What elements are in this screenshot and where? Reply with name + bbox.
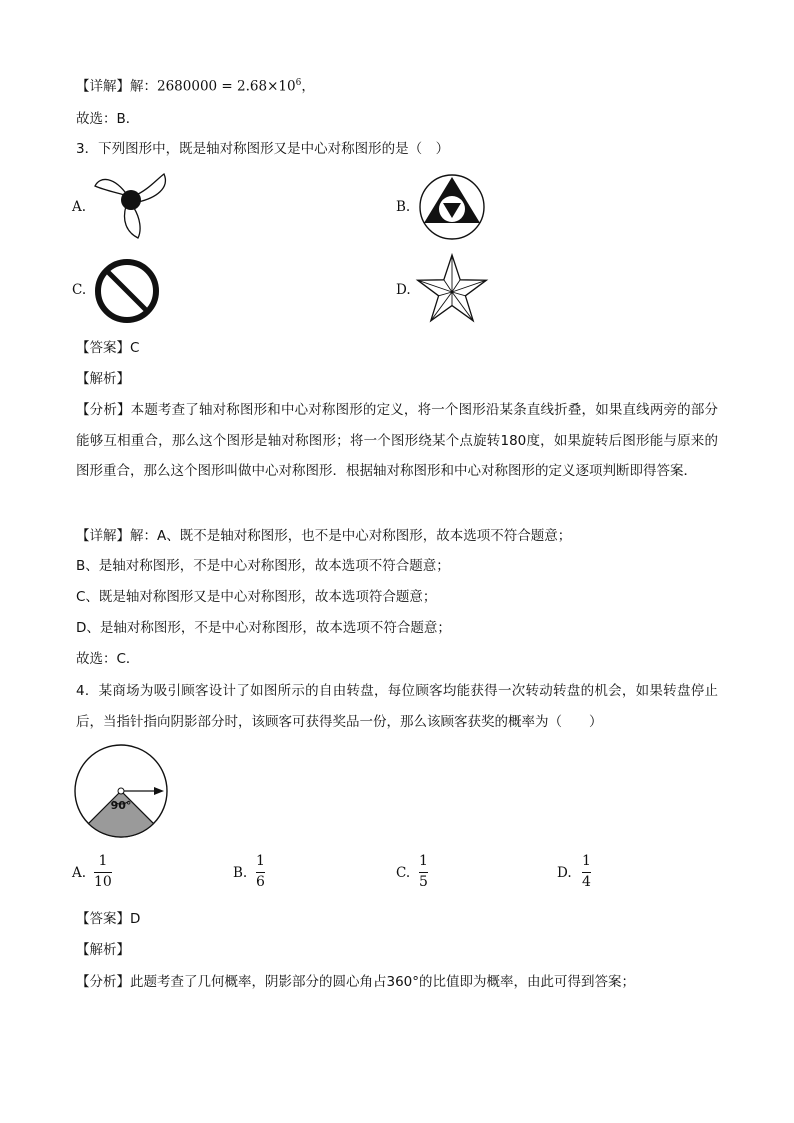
q4-stem: 4．某商场为吸引顾客设计了如图所示的自由转盘，每位顾客均能获得一次转动转盘的机会，如果转盘停止后，当指针指向阴影部分时，该顾客可获得奖品一份，那么该顾客获奖的概率为（ ） xyxy=(76,683,718,730)
q4-answer: 【答案】D xyxy=(76,911,141,927)
q3-option-b-label: B. xyxy=(396,199,411,215)
q3-detail-a: 【详解】解：A、既不是轴对称图形，也不是中心对称图形，故本选项不符合题意； xyxy=(76,528,572,544)
q3-option-d-star-figure xyxy=(415,252,489,326)
q3-stem: 3．下列图形中，既是轴对称图形又是中心对称图形的是（ ） xyxy=(76,141,450,157)
q4-option-a-fraction xyxy=(94,853,112,891)
q3-choice: 故选：C． xyxy=(76,651,140,667)
q3-answer: 【答案】C xyxy=(76,340,140,356)
q3-option-c-prohibition-figure xyxy=(92,256,162,326)
q4-option-a-denominator: 10 xyxy=(94,874,112,890)
prev-exponent: 6 xyxy=(295,78,302,88)
q3-option-b-triangle-circle-figure xyxy=(417,172,487,242)
q4-option-d-fraction xyxy=(582,853,591,891)
prev-choice: 故选：B． xyxy=(76,111,140,127)
q3-detail-c: C、既是轴对称图形又是中心对称图形，故本选项符合题意； xyxy=(76,589,437,605)
q3-detail-d: D、是轴对称图形，不是中心对称图形，故本选项不符合题意； xyxy=(76,620,451,636)
q4-option-c-denominator: 5 xyxy=(419,874,428,890)
q3-option-a-label: A. xyxy=(72,199,87,215)
q3-option-c-label: C. xyxy=(72,282,87,298)
q4-option-d-denominator: 4 xyxy=(582,874,591,890)
q4-option-a-numerator: 1 xyxy=(98,853,108,869)
q4-option-d-label: D. xyxy=(557,865,572,881)
prev-equation-end: ， xyxy=(301,78,315,95)
q4-figure-angle-label: 90° xyxy=(110,799,132,812)
q3-analysis: 【分析】本题考查了轴对称图形和中心对称图形的定义，将一个图形沿某条直线折叠，如果直线两旁的部分能够互相重合，那么这个图形是轴对称图形；将一个图形绕某个点旋转180度，如果旋转后图形能与原来的图形重合，那么这个图形叫做中心对称图形．根据轴对称图形和中心对称图形的定义逐项判断即得答案． xyxy=(76,402,718,479)
q3-analysis-tag: 【解析】 xyxy=(76,371,130,387)
q4-option-c-label: C. xyxy=(396,865,411,881)
q4-option-a-label: A. xyxy=(72,865,87,881)
prev-equation: 2680000 = 2.68×10 xyxy=(157,78,296,95)
q4-option-c-numerator: 1 xyxy=(419,853,428,869)
q4-analysis: 【分析】此题考查了几何概率，阴影部分的圆心角占360°的比值即为概率，由此可得到答案； xyxy=(76,974,636,990)
q4-option-c-fraction xyxy=(419,853,428,891)
q4-option-b-numerator: 1 xyxy=(256,853,265,869)
q4-option-b-denominator: 6 xyxy=(256,874,265,890)
q4-analysis-tag: 【解析】 xyxy=(76,942,130,958)
prev-detail-prefix: 【详解】解： xyxy=(76,78,157,95)
q3-detail-b: B、是轴对称图形，不是中心对称图形，故本选项不符合题意； xyxy=(76,558,450,574)
q4-option-b-label: B. xyxy=(233,865,248,881)
q4-spinner-figure xyxy=(70,740,174,844)
q4-option-b-fraction xyxy=(256,853,265,891)
q3-option-d-label: D. xyxy=(396,282,411,298)
q4-option-d-numerator: 1 xyxy=(582,853,591,869)
q3-option-a-fan-figure xyxy=(90,170,170,242)
prev-detail-line xyxy=(76,73,315,97)
